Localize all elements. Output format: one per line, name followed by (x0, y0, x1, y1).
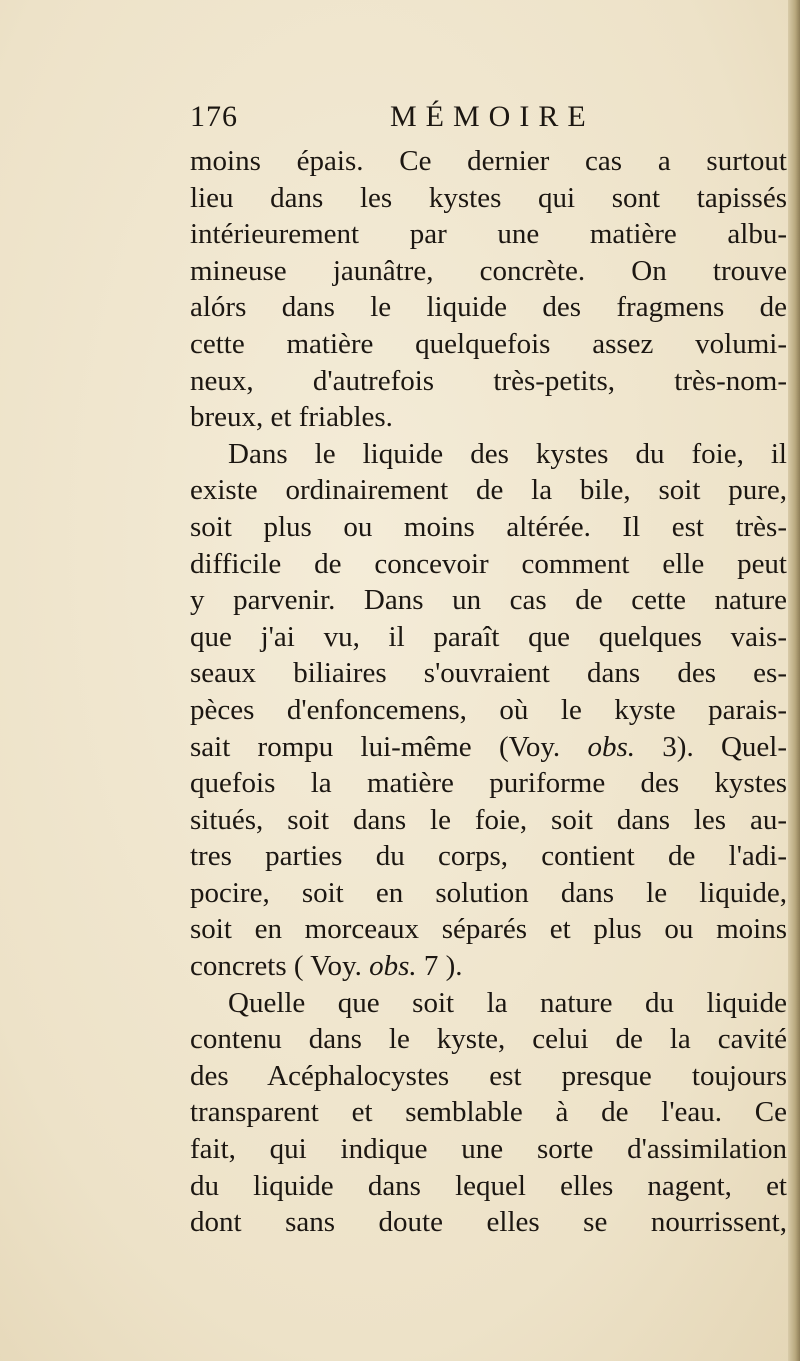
text-line: soit plus ou moins altérée. Il est très- (190, 510, 787, 543)
body-text (190, 143, 790, 1241)
paragraph-start-line: Dans le liquide des kystes du foie, il (228, 437, 787, 470)
text-line: y parvenir. Dans un cas de cette nature (190, 584, 787, 617)
text-line: neux, d'autrefois très-petits, très-nom- (190, 364, 787, 397)
text-line: concrets ( Voy. obs. 7 ). (190, 950, 463, 983)
text-line: fait, qui indique une sorte d'assimilation (190, 1133, 787, 1166)
text-line: breux, et friables. (190, 401, 393, 434)
observation-reference: obs. (369, 950, 417, 983)
text-line: situés, soit dans le foie, soit dans les au- (190, 803, 787, 836)
text-line: dont sans doute elles se nourrissent, (190, 1206, 787, 1239)
text-line: mineuse jaunâtre, concrète. On trouve (190, 254, 787, 287)
text-line: sait rompu lui-même (Voy. obs. 3). Quel- (190, 730, 788, 763)
running-head: MÉMOIRE (390, 100, 595, 133)
text-line: transparent et semblable à de l'eau. Ce (190, 1096, 787, 1129)
text-line: moins épais. Ce dernier cas a surtout (190, 145, 787, 177)
observation-reference: obs. (587, 730, 636, 763)
text-line: soit en morceaux séparés et plus ou moins (190, 913, 787, 946)
text-line: alórs dans le liquide des fragmens de (190, 291, 787, 324)
text-line: tres parties du corps, contient de l'adi- (190, 840, 787, 873)
text-line: des Acéphalocystes est presque toujours (190, 1059, 787, 1092)
text-line: pocire, soit en solution dans le liquide, (190, 876, 787, 909)
text-line: existe ordinairement de la bile, soit pure, (190, 474, 787, 507)
text-line: que j'ai vu, il paraît que quelques vais- (190, 620, 787, 653)
text-line: seaux biliaires s'ouvraient dans des es- (190, 657, 787, 690)
page-header (190, 100, 790, 144)
text-line: pèces d'enfoncemens, où le kyste parais- (190, 693, 787, 726)
text-line: du liquide dans lequel elles nagent, et (190, 1169, 787, 1202)
text-line: intérieurement par une matière albu- (190, 218, 787, 251)
text-line: cette matière quelquefois assez volumi- (190, 327, 787, 360)
text-line: lieu dans les kystes qui sont tapissés (190, 181, 787, 214)
page-number: 176 (190, 100, 238, 133)
text-line: contenu dans le kyste, celui de la cavité (190, 1023, 787, 1056)
text-line: difficile de concevoir comment elle peut (190, 547, 787, 580)
paragraph-start-line: Quelle que soit la nature du liquide (228, 986, 787, 1019)
text-line: quefois la matière puriforme des kystes (190, 767, 787, 800)
